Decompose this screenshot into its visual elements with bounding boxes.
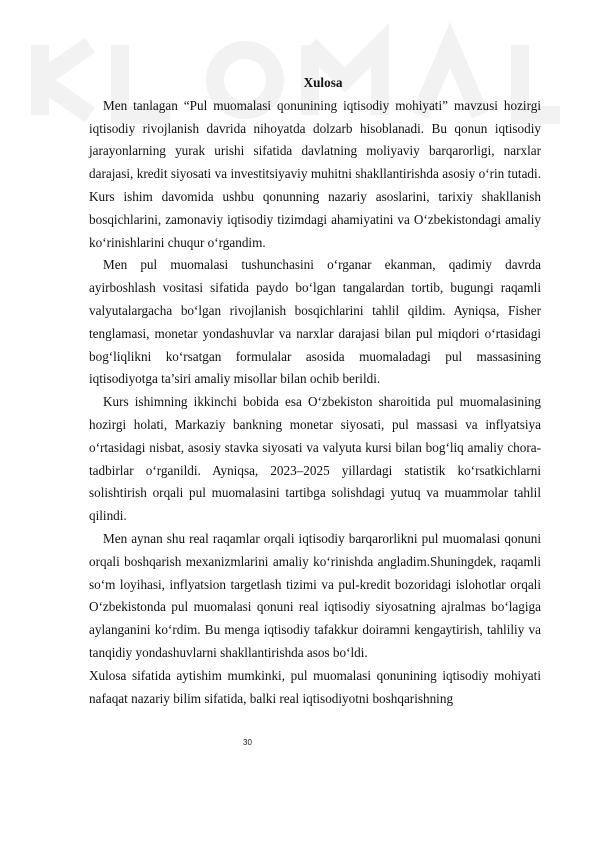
paragraph-4: Men aynan shu real raqamlar orqali iqtisodiy barqarorlikni pul muomalasi qonuni orqali boshqarish mexanizmlarini amaliy ko‘rinishda angladim.Shuningdek, raqamli so‘m loyihasi, inflyatsion targetlash tizimi va pul-kredit bozoridagi islohotlar orqali O‘zbekistonda pul muomalasi qonuni real iqtisodiy siyosatning ajralmas bo‘lagiga aylanganini ko‘rdim. Bu menga iqtisodiy tafakkur doiramni kengaytirish, tahliliy va tanqidiy yondashuvlarni shakllantirishda asos bo‘ldi.: [89, 530, 541, 660]
page-number: 30: [243, 738, 252, 747]
document-body: [89, 72, 541, 710]
paragraph-1: Men tanlagan “Pul muomalasi qonunining iqtisodiy mohiyati” mavzusi hozirgi iqtisodiy rivojlanish davrida nihoyatda dolzarb hisoblanadi. Bu qonun iqtisodiy jarayonlarning yurak urishi sifatida davlatning moliyaviy barqarorligi, narxlar darajasi, kredit siyosati va investitsiyaviy muhitni shakllantirishda asosiy o‘rin tutadi. Kurs ishim davomida ushbu qonunning nazariy asoslarini, tarixiy shakllanish bosqichlarini, zamonaviy iqtisodiy tizimdagi ahamiyatini va O‘zbekistondagi amaliy ko‘rinishlarini chuqur o‘rgandim.: [89, 97, 541, 250]
paragraph-5: Xulosa sifatida aytishim mumkinki, pul muomalasi qonunining iqtisodiy mohiyati nafaqat nazariy bilim sifatida, balki real iqtisodiyotni boshqarishning: [89, 667, 541, 706]
paragraph-2: Men pul muomalasi tushunchasini o‘rganar ekanman, qadimiy davrda ayirboshlash vositasi sifatida paydo bo‘lgan tangalardan tortib, bugungi raqamli valyutalargacha bo‘lgan rivojlanish bosqichlarini tahlil qildim. Ayniqsa, Fisher tenglamasi, monetar yondashuvlar va narxlar darajasi bilan pul miqdori o‘rtasidagi bog‘liqlikni ko‘rsatgan formulalar asosida muomaladagi pul massasining iqtisodiyotga ta’siri amaliy misollar bilan ochib berildi.: [89, 257, 541, 387]
paragraph-3: Kurs ishimning ikkinchi bobida esa O‘zbekiston sharoitida pul muomalasining hozirgi holati, Markaziy bankning monetar siyosati, pul massasi va inflyatsiya o‘rtasidagi nisbat, asosiy stavka siyosati va valyuta kursi bilan bog‘liq amaliy chora-tadbirlar o‘rganildi. Ayniqsa, 2023–2025 yillardagi statistik ko‘rsatkichlarni solishtirish orqali pul muomalasini tartibga solishdagi yutuq va muammolar tahlil qilindi.: [89, 394, 541, 524]
section-title: Xulosa: [303, 75, 343, 90]
